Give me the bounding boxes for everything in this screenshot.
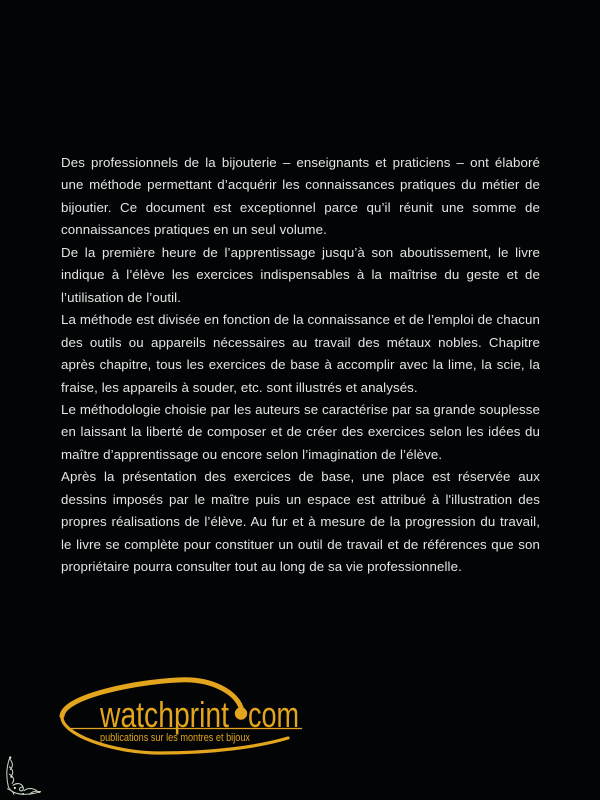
blurb-paragraph-3: La méthode est divisée en fonction de la connaissance et de l’emploi de chacun des outils ou appareils nécessaires au travail des métaux nobles. Chapitre après chapitre, tous les exercices de base à accomplir avec la lime, la scie, la fraise, les appareils à souder, etc. sont illustrés et analysés. xyxy=(61,312,540,395)
logo-brand-main: watchprint xyxy=(99,694,229,735)
logo-tagline: publications sur les montres et bijoux xyxy=(100,732,251,744)
watchprint-logo xyxy=(52,672,362,762)
blurb-text xyxy=(61,152,540,579)
blurb-paragraph-2: De la première heure de l’apprentissage jusqu’à son aboutissement, le livre indique à l’élève les exercices indispensables à la maîtrise du geste et de l’utilisation de l’outil. xyxy=(61,244,540,305)
logo-dot-icon xyxy=(235,707,247,719)
blurb-paragraph-1: Des professionnels de la bijouterie – enseignants et praticiens – ont élaboré une méthode permettant d’acquérir les connaissances pratiques du métier de bijoutier. Ce document est exceptionnel parce qu’il réunit une somme de connaissances pratiques en un seul volume. xyxy=(61,155,540,238)
logo-brand-tld: com xyxy=(248,694,299,735)
blurb-paragraph-5: Après la présentation des exercices de base, une place est réservée aux dessins imposés par le maître puis un espace est attribué à l'illustration des propres réalisations de l’élève. Au fur et à mesure de la progression du travail, le livre se complète pour constituer un outil de travail et de références que son propriétaire pourra consulter tout au long de sa vie professionnelle. xyxy=(61,469,540,575)
corner-flourish-icon xyxy=(2,754,46,798)
watchprint-logo-graphic xyxy=(52,672,362,762)
blurb-paragraph-4: Le méthodologie choisie par les auteurs se caractérise par sa grande souplesse en laissant la liberté de composer et de créer des exercices selon les idées du maître d’apprentissage ou encore selon l’imagination de l’élève. xyxy=(61,401,540,462)
